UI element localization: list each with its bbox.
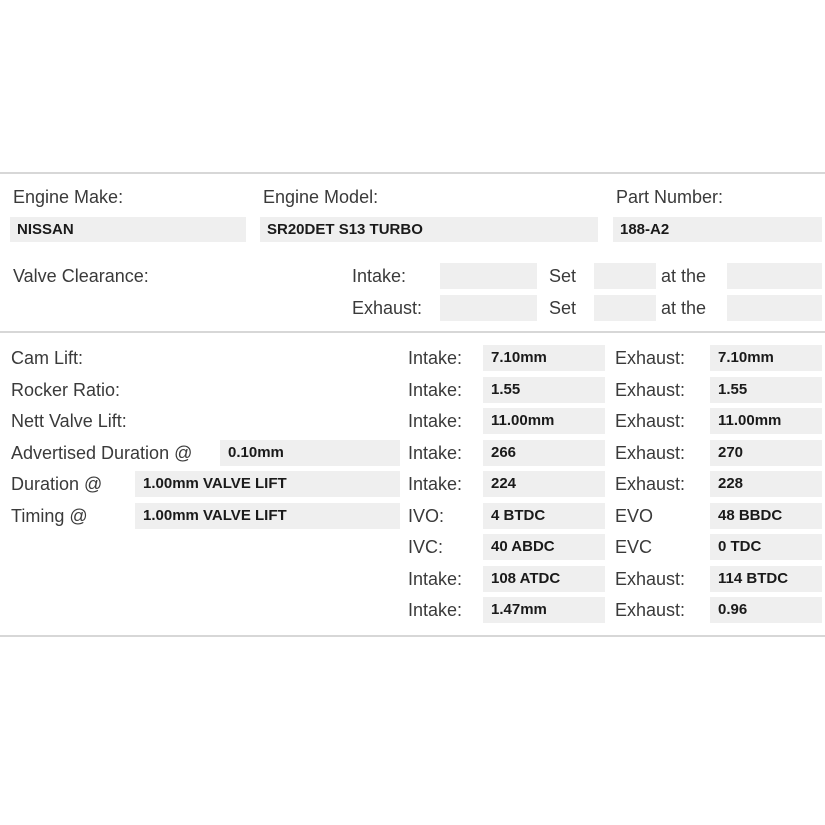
lift-at-tdc-intake-label: Intake: <box>408 600 463 620</box>
valve-clearance-label: Valve Clearance: <box>13 266 149 286</box>
evc-value[interactable]: 0 TDC <box>710 534 822 560</box>
advertised-duration-exhaust-value[interactable]: 270 <box>710 440 822 466</box>
advertised-duration-intake-label: Intake: <box>408 443 463 463</box>
engine-model-field <box>260 186 598 242</box>
vc-intake-clearance-input[interactable] <box>440 263 537 289</box>
engine-model-value[interactable]: SR20DET S13 TURBO <box>260 217 598 242</box>
engine-make-value[interactable]: NISSAN <box>10 217 246 242</box>
vc-exhaust-clearance-input[interactable] <box>440 295 537 321</box>
centreline-intake-label: Intake: <box>408 569 463 589</box>
spec-row-timing <box>0 503 825 529</box>
spec-row-centreline <box>0 566 825 592</box>
engine-make-field <box>10 186 246 242</box>
evo-value[interactable]: 48 BBDC <box>710 503 822 529</box>
part-number-value[interactable]: 188-A2 <box>613 217 822 242</box>
duration-exhaust-value[interactable]: 228 <box>710 471 822 497</box>
vc-exhaust-at-input[interactable] <box>727 295 822 321</box>
ivo-label: IVO: <box>408 506 445 526</box>
divider-top <box>0 172 825 174</box>
duration-label: Duration @ <box>11 474 103 494</box>
nett-valve-lift-intake-label: Intake: <box>408 411 463 431</box>
rocker-ratio-intake-label: Intake: <box>408 380 463 400</box>
valve-clearance-intake-row <box>0 263 825 289</box>
ivo-value[interactable]: 4 BTDC <box>483 503 605 529</box>
vc-intake-at-input[interactable] <box>727 263 822 289</box>
evc-label: EVC <box>615 537 653 557</box>
nett-valve-lift-intake-value[interactable]: 11.00mm <box>483 408 605 434</box>
rocker-ratio-exhaust-value[interactable]: 1.55 <box>710 377 822 403</box>
spec-row-duration <box>0 471 825 497</box>
lift-at-tdc-exhaust-value[interactable]: 0.96 <box>710 597 822 623</box>
cam-lift-exhaust-value[interactable]: 7.10mm <box>710 345 822 371</box>
centreline-intake-value[interactable]: 108 ATDC <box>483 566 605 592</box>
duration-intake-label: Intake: <box>408 474 463 494</box>
advertised-duration-intake-value[interactable]: 266 <box>483 440 605 466</box>
valve-clearance-exhaust-row <box>0 295 825 321</box>
vc-intake-label: Intake: <box>352 266 407 286</box>
spec-row-cam-lift <box>0 345 825 371</box>
centreline-exhaust-value[interactable]: 114 BTDC <box>710 566 822 592</box>
spec-row-nett-valve-lift <box>0 408 825 434</box>
vc-exhaust-set-input[interactable] <box>594 295 656 321</box>
engine-make-label: Engine Make: <box>13 187 124 207</box>
advertised-duration-label: Advertised Duration @ <box>11 443 193 463</box>
spec-row-advertised-duration <box>0 440 825 466</box>
centreline-exhaust-label: Exhaust: <box>615 569 686 589</box>
engine-model-label: Engine Model: <box>263 187 379 207</box>
cam-lift-label: Cam Lift: <box>11 348 84 368</box>
nett-valve-lift-exhaust-value[interactable]: 11.00mm <box>710 408 822 434</box>
vc-exhaust-set-label: Set <box>549 298 577 318</box>
rocker-ratio-label: Rocker Ratio: <box>11 380 121 400</box>
duration-at-value[interactable]: 1.00mm VALVE LIFT <box>135 471 400 497</box>
spec-row-lift-at-tdc <box>0 597 825 623</box>
divider-bottom <box>0 635 825 637</box>
spec-row-ivc-evc <box>0 534 825 560</box>
advertised-duration-exhaust-label: Exhaust: <box>615 443 686 463</box>
nett-valve-lift-exhaust-label: Exhaust: <box>615 411 686 431</box>
lift-at-tdc-intake-value[interactable]: 1.47mm <box>483 597 605 623</box>
advertised-duration-at-value[interactable]: 0.10mm <box>220 440 400 466</box>
rocker-ratio-exhaust-label: Exhaust: <box>615 380 686 400</box>
timing-at-value[interactable]: 1.00mm VALVE LIFT <box>135 503 400 529</box>
vc-intake-set-label: Set <box>549 266 577 286</box>
evo-label: EVO <box>615 506 654 526</box>
part-number-label: Part Number: <box>616 187 724 207</box>
nett-valve-lift-label: Nett Valve Lift: <box>11 411 127 431</box>
cam-lift-intake-value[interactable]: 7.10mm <box>483 345 605 371</box>
vc-exhaust-label: Exhaust: <box>352 298 423 318</box>
spec-row-rocker-ratio <box>0 377 825 403</box>
cam-lift-exhaust-label: Exhaust: <box>615 348 686 368</box>
lift-at-tdc-exhaust-label: Exhaust: <box>615 600 686 620</box>
cam-lift-intake-label: Intake: <box>408 348 463 368</box>
vc-exhaust-at-the-label: at the <box>661 298 707 318</box>
vc-intake-set-input[interactable] <box>594 263 656 289</box>
vc-intake-at-the-label: at the <box>661 266 707 286</box>
duration-intake-value[interactable]: 224 <box>483 471 605 497</box>
timing-label: Timing @ <box>11 506 88 526</box>
ivc-value[interactable]: 40 ABDC <box>483 534 605 560</box>
divider-middle <box>0 331 825 333</box>
part-number-field <box>613 186 822 242</box>
rocker-ratio-intake-value[interactable]: 1.55 <box>483 377 605 403</box>
duration-exhaust-label: Exhaust: <box>615 474 686 494</box>
ivc-label: IVC: <box>408 537 444 557</box>
